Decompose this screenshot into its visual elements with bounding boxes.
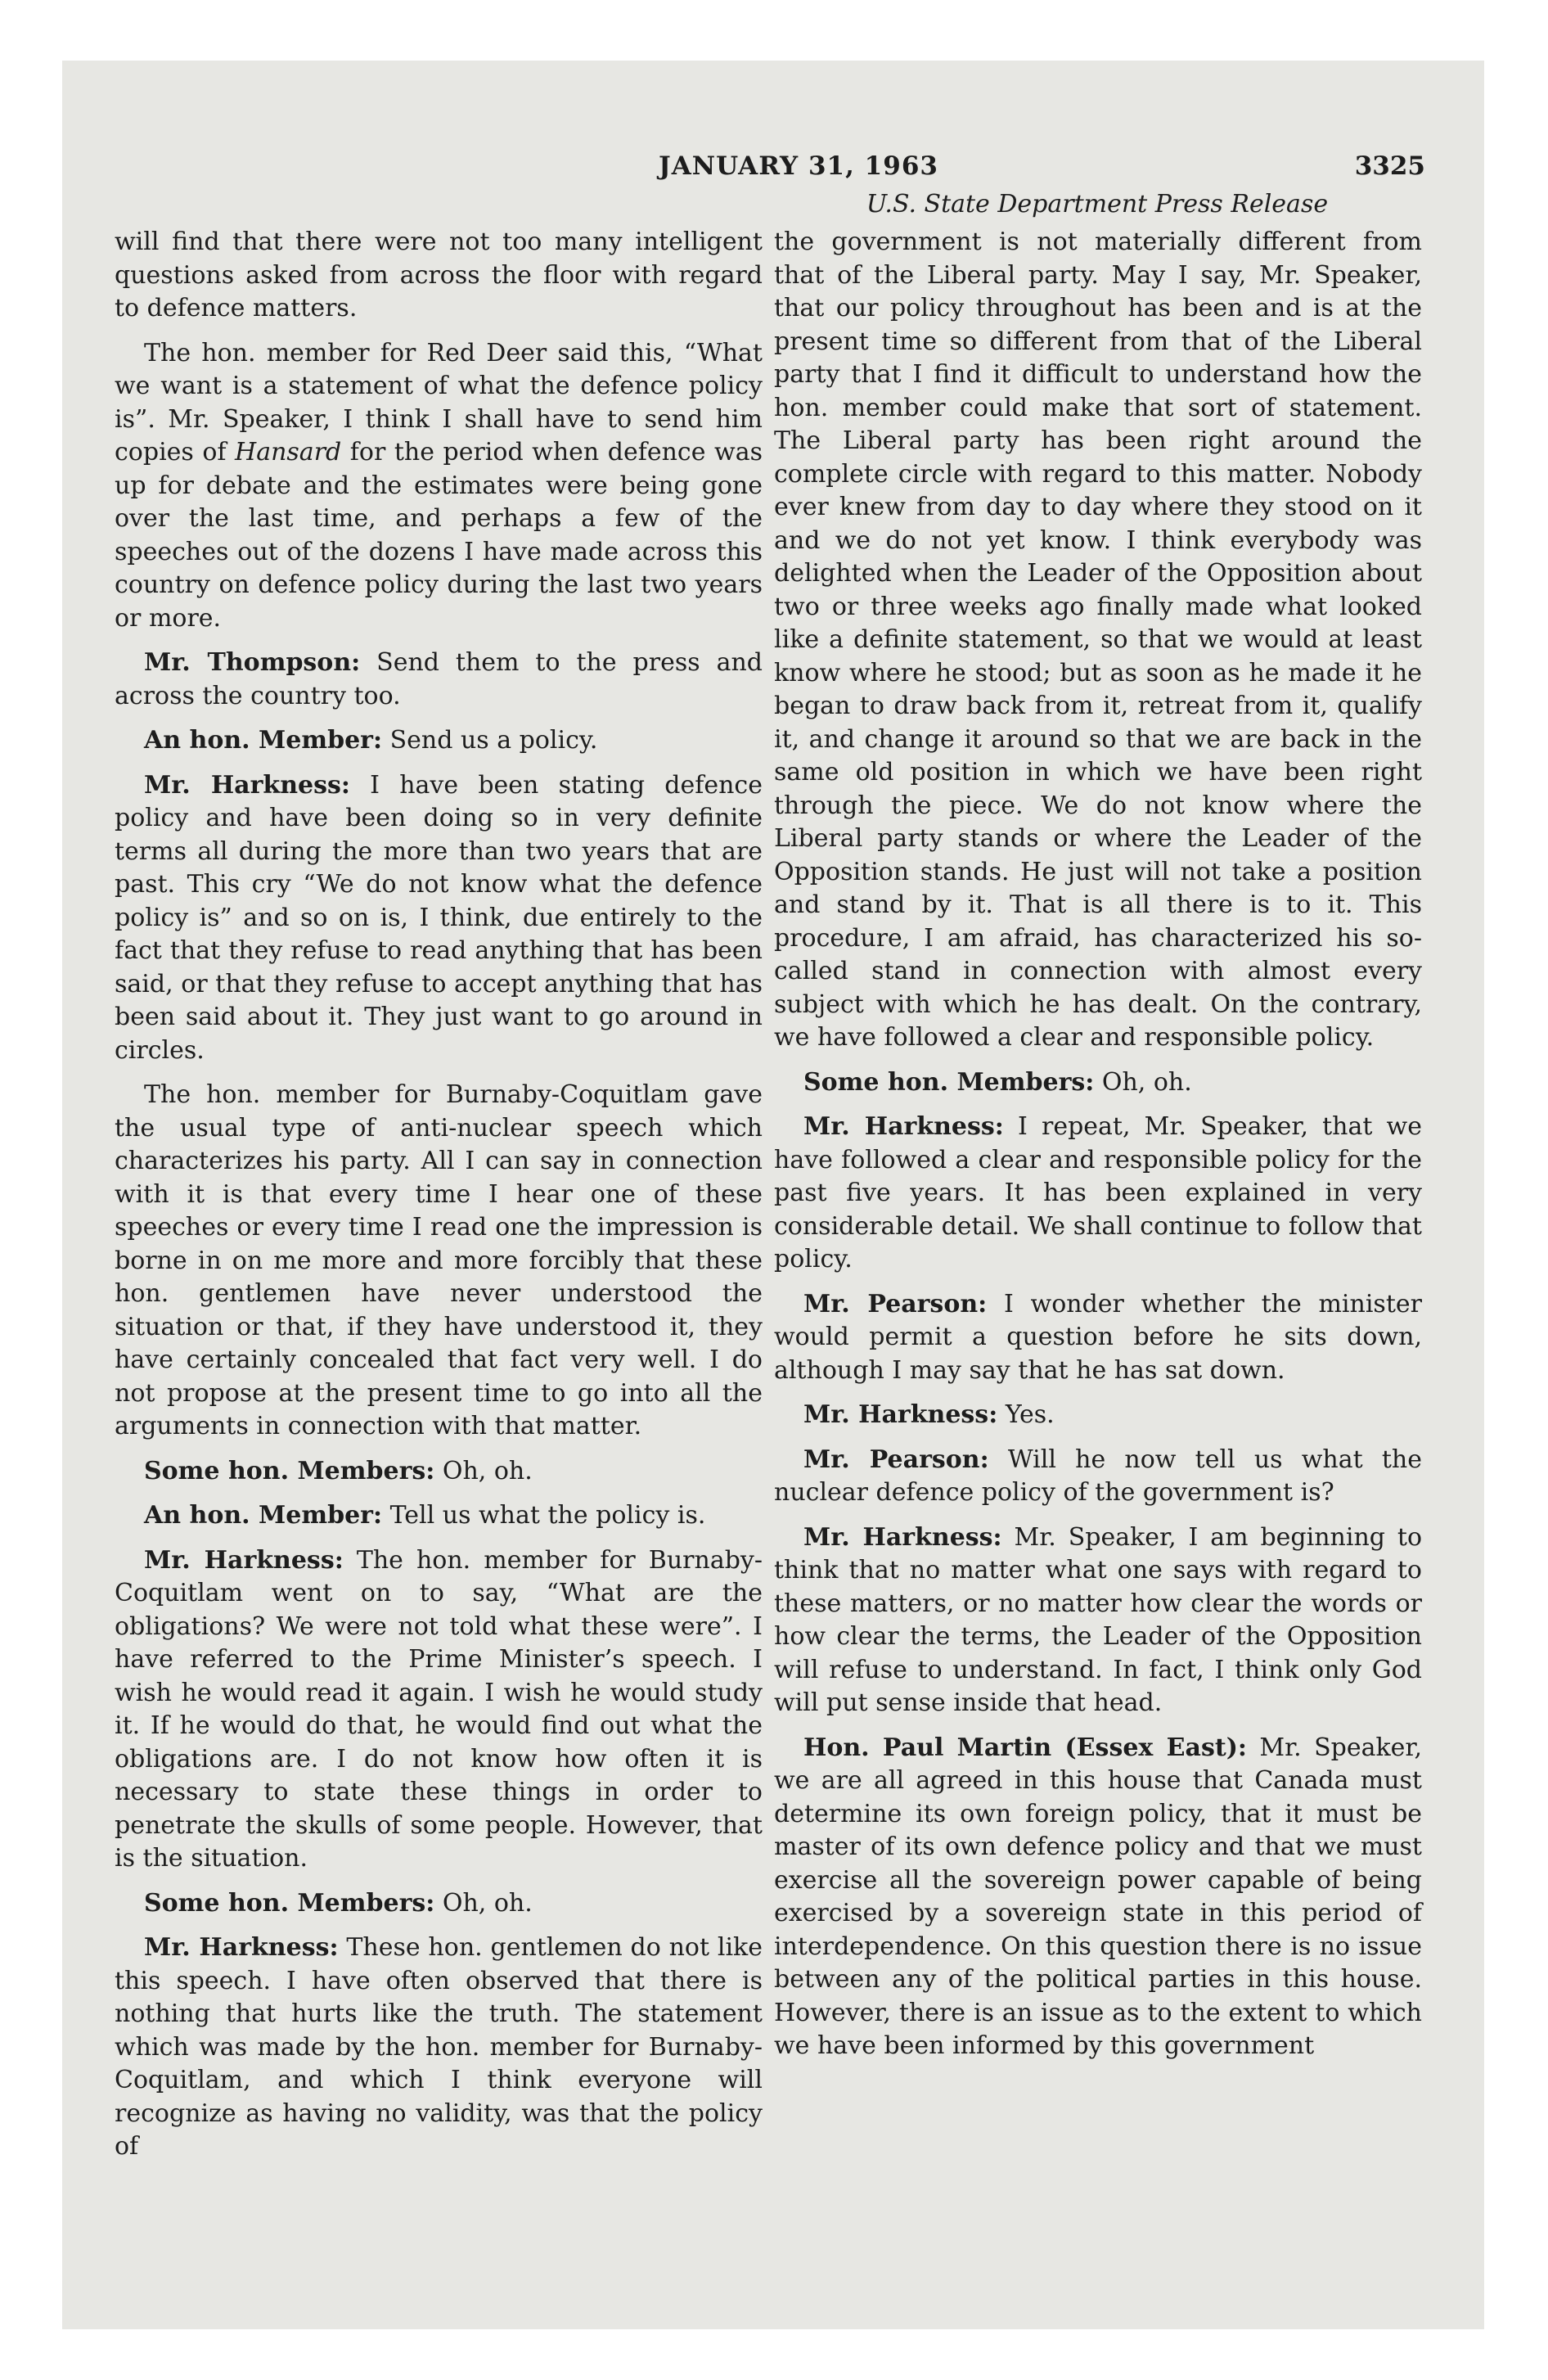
speaker-name: Mr. Thompson: xyxy=(144,648,361,677)
speech: Some hon. Members: Oh, oh. xyxy=(144,1456,533,1485)
speaker-name: Mr. Harkness: xyxy=(144,1545,344,1575)
speaker-name: Mr. Harkness: xyxy=(803,1112,1004,1141)
speaker-name: Some hon. Members: xyxy=(144,1888,435,1918)
running-head: U.S. State Department Press Release xyxy=(866,190,1329,219)
speech: Some hon. Members: Oh, oh. xyxy=(803,1067,1192,1097)
speech: Mr. Harkness: These hon. gentlemen do not like this speech. I have often observed that there is nothing that hurts like the truth. The statement which was made by the hon. member for Burnaby-Coquitlam, and which I think everyone will recognize as having no validity, was that the policy of xyxy=(115,1933,763,2161)
page-date: JANUARY 31, 1963 xyxy=(659,151,938,181)
speaker-name: Mr. Harkness: xyxy=(803,1400,998,1429)
left-column xyxy=(115,226,763,2164)
speaker-name: Hon. Paul Martin (Essex East): xyxy=(803,1733,1247,1762)
speaker-name: Mr. Harkness: xyxy=(144,1933,339,1962)
paragraph: The hon. member for Red Deer said this, “What we want is a statement of what the defence policy is”. Mr. Speaker, I think I shall have to send him copies of Hansard for the period when defence was up for debate and the estimates were being gone over the last time, and perhaps a few of the speeches out of the dozens I have made across this country on defence policy during the last two years or more. xyxy=(115,338,763,633)
speaker-name: Mr. Pearson: xyxy=(803,1289,988,1318)
speaker-name: Some hon. Members: xyxy=(803,1067,1095,1097)
speech: Mr. Pearson: Will he now tell us what the nuclear defence policy of the government is? xyxy=(774,1445,1422,1507)
speaker-name: Mr. Harkness: xyxy=(144,770,350,800)
speech: An hon. Member: Send us a policy. xyxy=(144,726,598,755)
speaker-name: An hon. Member: xyxy=(144,726,383,755)
speaker-name: An hon. Member: xyxy=(144,1501,383,1530)
paragraph: the government is not materially different from that of the Liberal party. May I say, Mr. Speaker, that our policy throughout has been and is at the present time so different from that of the Liberal party that I find it difficult to understand how the hon. member could make that sort of statement. The Liberal party has been right around the complete circle with regard to this matter. Nobody ever knew from day to day where they stood on it and we do not yet know. I think everybody was delighted when the Leader of the Opposition about two or three weeks ago finally made what looked like a definite statement, so that we would at least know where he stood; but as soon as he made it he began to draw back from it, retreat from it, qualify it, and change it around so that we are back in the same old position in which we have been right through the piece. We do not know where the Liberal party stands or where the Leader of the Opposition stands. He just will not take a position and stand by it. That is all there is to it. This procedure, I am afraid, has characterized his so-called stand in connection with almost every subject with which he has dealt. On the contrary, we have followed a clear and responsible policy. xyxy=(774,228,1422,1052)
hansard-title: Hansard xyxy=(235,438,342,467)
speech: Mr. Harkness: I have been stating defence policy and have been doing so in very definite terms all during the more than two years that are past. This cry “We do not know what the defence policy is” and so on is, I think, due entirely to the fact that they refuse to read anything that has been said, or that they refuse to accept anything that has been said about it. They just want to go around in circles. xyxy=(115,770,763,1065)
speaker-name: Some hon. Members: xyxy=(144,1456,435,1485)
page-header xyxy=(115,151,1483,184)
speech: Mr. Harkness: The hon. member for Burnaby-Coquitlam went on to say, “What are the obligations? We were not told what these were”. I have referred to the Prime Minister’s speech. I wish he would read it again. I wish he would study it. If he would do that, he would find out what the obligations are. I do not know how often it is necessary to state these things in order to penetrate the skulls of some people. However, that is the situation. xyxy=(115,1545,763,1873)
speech: Mr. Thompson: Send them to the press and across the country too. xyxy=(115,648,763,710)
speech: Hon. Paul Martin (Essex East): Mr. Speaker, we are all agreed in this house that Canada must determine its own foreign policy, that it must be master of its own defence policy and that we must exercise all the sovereign power capable of being exercised by a sovereign state in this period of interdependence. On this question there is no issue between any of the political parties in this house. However, there is an issue as to the extent to which we have been informed by this government xyxy=(774,1733,1423,2060)
speech: Mr. Harkness: Mr. Speaker, I am beginning to think that no matter what one says with regard to these matters, or no matter how clear the words or how clear the terms, the Leader of the Opposition will refuse to understand. In fact, I think only God will put sense inside that head. xyxy=(774,1522,1423,1717)
page-number: 3325 xyxy=(1354,151,1425,181)
speech: Mr. Pearson: I wonder whether the minister would permit a question before he sits down, although I may say that he has sat down. xyxy=(774,1289,1422,1385)
speaker-name: Mr. Pearson: xyxy=(803,1445,989,1474)
speech: Mr. Harkness: I repeat, Mr. Speaker, that we have followed a clear and responsible policy for the past five years. It has been explained in very considerable detail. We shall continue to follow that policy. xyxy=(774,1112,1422,1273)
speech: Mr. Harkness: Yes. xyxy=(803,1400,1055,1429)
speaker-name: Mr. Harkness: xyxy=(803,1522,1002,1552)
right-column xyxy=(774,226,1422,2063)
speech: An hon. Member: Tell us what the policy is. xyxy=(144,1501,706,1530)
paragraph: The hon. member for Burnaby-Coquitlam gave the usual type of anti-nuclear speech which characterizes his party. All I can say in connection with it is that every time I hear one of these speeches or every time I read one the impression is borne in on me more and more forcibly that these hon. gentlemen have never understood the situation or that, if they have understood it, they have certainly concealed that fact very well. I do not propose at the present time to go into all the arguments in connection with that matter. xyxy=(115,1080,763,1440)
paragraph: will find that there were not too many intelligent questions asked from across the floor with regard to defence matters. xyxy=(115,228,763,322)
speech: Some hon. Members: Oh, oh. xyxy=(144,1888,533,1918)
